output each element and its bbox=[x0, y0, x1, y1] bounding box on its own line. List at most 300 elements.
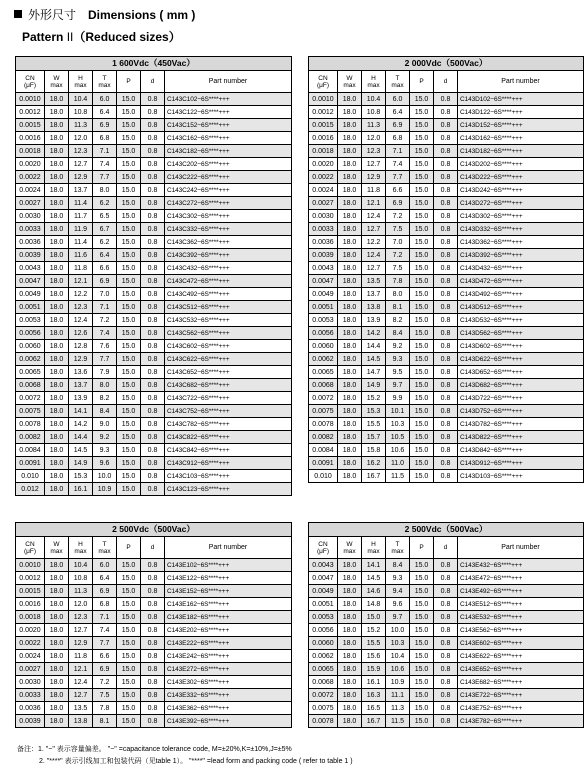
col-header-t bbox=[93, 71, 117, 93]
c-value-cell: 0.0033 bbox=[16, 689, 45, 702]
w-max-cell: 18.0 bbox=[338, 585, 362, 598]
part-number-cell: C143D472−6S****+++ bbox=[458, 275, 584, 288]
d-value-cell: 0.8 bbox=[434, 236, 458, 249]
part-number-cell: C143C392−6S****+++ bbox=[165, 249, 292, 262]
p-value-cell: 15.0 bbox=[117, 405, 141, 418]
t-max-cell: 7.2 bbox=[93, 314, 117, 327]
d-value-cell: 0.8 bbox=[434, 676, 458, 689]
h-max-cell: 13.6 bbox=[69, 366, 93, 379]
t-max-cell: 7.2 bbox=[386, 249, 410, 262]
w-max-cell: 18.0 bbox=[338, 288, 362, 301]
p-value-cell: 15.0 bbox=[410, 249, 434, 262]
table-row bbox=[309, 366, 584, 379]
t-max-cell: 9.9 bbox=[386, 392, 410, 405]
w-max-cell: 18.0 bbox=[45, 210, 69, 223]
col-header-w-max: max bbox=[343, 81, 356, 89]
c-value-cell: 0.0030 bbox=[309, 210, 338, 223]
p-value-cell: 15.0 bbox=[410, 236, 434, 249]
h-max-cell: 12.4 bbox=[69, 676, 93, 689]
d-value-cell: 0.8 bbox=[434, 379, 458, 392]
w-max-cell: 18.0 bbox=[45, 572, 69, 585]
d-value-cell: 0.8 bbox=[434, 470, 458, 483]
c-value-cell: 0.0091 bbox=[309, 457, 338, 470]
w-max-cell: 18.0 bbox=[45, 585, 69, 598]
h-max-cell: 14.5 bbox=[362, 572, 386, 585]
d-value-cell: 0.8 bbox=[434, 702, 458, 715]
part-number-cell: C143C103−6S****+++ bbox=[165, 470, 292, 483]
part-number-cell: C143C332−6S****+++ bbox=[165, 223, 292, 236]
h-max-cell: 12.9 bbox=[362, 171, 386, 184]
w-max-cell: 18.0 bbox=[338, 379, 362, 392]
table-row bbox=[16, 483, 292, 496]
pattern-label: Pattern bbox=[22, 30, 64, 44]
part-number-cell: C143D222−6S****+++ bbox=[458, 171, 584, 184]
table-row bbox=[309, 210, 584, 223]
p-value-cell: 15.0 bbox=[410, 340, 434, 353]
table-row bbox=[16, 288, 292, 301]
h-max-cell: 11.7 bbox=[69, 210, 93, 223]
part-number-cell: C143E302−6S****+++ bbox=[165, 676, 292, 689]
table-row bbox=[309, 689, 584, 702]
p-value-cell: 15.0 bbox=[410, 366, 434, 379]
t-max-cell: 7.8 bbox=[386, 275, 410, 288]
h-max-cell: 12.9 bbox=[69, 353, 93, 366]
p-value-cell: 15.0 bbox=[410, 585, 434, 598]
t-max-cell: 9.4 bbox=[386, 585, 410, 598]
d-value-cell: 0.8 bbox=[141, 585, 165, 598]
p-value-cell: 15.0 bbox=[117, 585, 141, 598]
t-max-cell: 7.0 bbox=[93, 288, 117, 301]
col-header-w bbox=[45, 537, 69, 559]
p-value-cell: 15.0 bbox=[410, 145, 434, 158]
d-value-cell: 0.8 bbox=[434, 444, 458, 457]
c-value-cell: 0.0039 bbox=[309, 249, 338, 262]
part-number-cell: C143C492−6S****+++ bbox=[165, 288, 292, 301]
w-max-cell: 18.0 bbox=[338, 689, 362, 702]
h-max-cell: 16.2 bbox=[362, 457, 386, 470]
t-max-cell: 11.0 bbox=[386, 457, 410, 470]
table-row bbox=[16, 301, 292, 314]
t-max-cell: 10.1 bbox=[386, 405, 410, 418]
d-value-cell: 0.8 bbox=[434, 457, 458, 470]
table-row bbox=[16, 171, 292, 184]
c-value-cell: 0.0012 bbox=[309, 106, 338, 119]
col-header-h bbox=[362, 537, 386, 559]
t-max-cell: 7.1 bbox=[386, 145, 410, 158]
c-value-cell: 0.0068 bbox=[309, 379, 338, 392]
w-max-cell: 18.0 bbox=[45, 637, 69, 650]
c-value-cell: 0.0030 bbox=[16, 210, 45, 223]
h-max-cell: 14.8 bbox=[362, 598, 386, 611]
c-value-cell: 0.0051 bbox=[309, 301, 338, 314]
w-max-cell: 18.0 bbox=[45, 314, 69, 327]
h-max-cell: 12.3 bbox=[69, 611, 93, 624]
d-value-cell: 0.8 bbox=[141, 106, 165, 119]
p-value-cell: 15.0 bbox=[117, 210, 141, 223]
c-value-cell: 0.0047 bbox=[309, 572, 338, 585]
d-value-cell: 0.8 bbox=[434, 158, 458, 171]
t-max-cell: 7.4 bbox=[386, 158, 410, 171]
d-value-cell: 0.8 bbox=[434, 585, 458, 598]
h-max-cell: 14.1 bbox=[69, 405, 93, 418]
t-max-cell: 6.9 bbox=[386, 119, 410, 132]
w-max-cell: 18.0 bbox=[45, 650, 69, 663]
h-max-cell: 13.9 bbox=[362, 314, 386, 327]
col-header-h-label: H bbox=[78, 540, 83, 548]
c-value-cell: 0.0033 bbox=[16, 223, 45, 236]
table-row bbox=[309, 197, 584, 210]
c-value-cell: 0.0010 bbox=[16, 93, 45, 106]
table-row bbox=[16, 236, 292, 249]
table-row bbox=[16, 158, 292, 171]
h-max-cell: 10.8 bbox=[362, 106, 386, 119]
w-max-cell: 18.0 bbox=[338, 637, 362, 650]
p-value-cell: 15.0 bbox=[117, 676, 141, 689]
c-value-cell: 0.0078 bbox=[309, 418, 338, 431]
table-row bbox=[309, 624, 584, 637]
d-value-cell: 0.8 bbox=[434, 262, 458, 275]
col-header-part-number: Part number bbox=[165, 537, 292, 559]
part-number-cell: C143D652−6S****+++ bbox=[458, 366, 584, 379]
part-number-cell: C143C302−6S****+++ bbox=[165, 210, 292, 223]
d-value-cell: 0.8 bbox=[434, 405, 458, 418]
t-max-cell: 6.0 bbox=[93, 93, 117, 106]
h-max-cell: 14.2 bbox=[362, 327, 386, 340]
d-value-cell: 0.8 bbox=[141, 210, 165, 223]
p-value-cell: 15.0 bbox=[410, 93, 434, 106]
table-row bbox=[309, 572, 584, 585]
h-max-cell: 13.7 bbox=[362, 288, 386, 301]
h-max-cell: 12.3 bbox=[69, 301, 93, 314]
part-number-cell: C143E222−6S****+++ bbox=[165, 637, 292, 650]
table-row bbox=[309, 158, 584, 171]
table-row bbox=[16, 275, 292, 288]
col-header-w-max: max bbox=[50, 81, 63, 89]
h-max-cell: 11.3 bbox=[362, 119, 386, 132]
table-row bbox=[309, 715, 584, 728]
part-number-cell: C143D432−6S****+++ bbox=[458, 262, 584, 275]
c-value-cell: 0.0036 bbox=[16, 236, 45, 249]
table-row bbox=[16, 340, 292, 353]
c-value-cell: 0.0056 bbox=[309, 624, 338, 637]
t-max-cell: 9.2 bbox=[386, 340, 410, 353]
table-row bbox=[16, 598, 292, 611]
p-value-cell: 15.0 bbox=[117, 483, 141, 496]
p-value-cell: 15.0 bbox=[117, 158, 141, 171]
table-row bbox=[16, 585, 292, 598]
d-value-cell: 0.8 bbox=[141, 457, 165, 470]
d-value-cell: 0.8 bbox=[141, 262, 165, 275]
part-number-cell: C143D492−6S****+++ bbox=[458, 288, 584, 301]
dimensions-table-2500vdc-b bbox=[308, 522, 584, 728]
c-value-cell: 0.0075 bbox=[16, 405, 45, 418]
part-number-cell: C143E722−6S****+++ bbox=[458, 689, 584, 702]
c-value-cell: 0.0020 bbox=[16, 624, 45, 637]
table-row bbox=[16, 689, 292, 702]
col-header-w-max: max bbox=[343, 547, 356, 555]
p-value-cell: 15.0 bbox=[410, 418, 434, 431]
table-row bbox=[309, 132, 584, 145]
c-value-cell: 0.0051 bbox=[309, 598, 338, 611]
c-value-cell: 0.0033 bbox=[309, 223, 338, 236]
w-max-cell: 18.0 bbox=[45, 249, 69, 262]
p-value-cell: 15.0 bbox=[410, 379, 434, 392]
p-value-cell: 15.0 bbox=[410, 702, 434, 715]
col-header-h-max: max bbox=[74, 81, 87, 89]
w-max-cell: 18.0 bbox=[338, 197, 362, 210]
t-max-cell: 6.0 bbox=[386, 93, 410, 106]
table-row bbox=[309, 598, 584, 611]
part-number-cell: C143D622−6S****+++ bbox=[458, 353, 584, 366]
d-value-cell: 0.8 bbox=[434, 431, 458, 444]
w-max-cell: 18.0 bbox=[45, 559, 69, 572]
table-row bbox=[309, 93, 584, 106]
t-max-cell: 11.1 bbox=[386, 689, 410, 702]
table-row bbox=[309, 637, 584, 650]
h-max-cell: 12.3 bbox=[362, 145, 386, 158]
c-value-cell: 0.0043 bbox=[309, 559, 338, 572]
part-number-cell: C143D332−6S****+++ bbox=[458, 223, 584, 236]
p-value-cell: 15.0 bbox=[117, 301, 141, 314]
table-row bbox=[309, 262, 584, 275]
w-max-cell: 18.0 bbox=[338, 444, 362, 457]
pattern-subheading bbox=[22, 28, 181, 45]
c-value-cell: 0.0072 bbox=[16, 392, 45, 405]
h-max-cell: 12.3 bbox=[69, 145, 93, 158]
p-value-cell: 15.0 bbox=[117, 650, 141, 663]
d-value-cell: 0.8 bbox=[434, 392, 458, 405]
part-number-cell: C143C912−6S****+++ bbox=[165, 457, 292, 470]
part-number-cell: C143D562−6S****+++ bbox=[458, 327, 584, 340]
h-max-cell: 11.8 bbox=[69, 262, 93, 275]
w-max-cell: 18.0 bbox=[45, 715, 69, 728]
d-value-cell: 0.8 bbox=[434, 598, 458, 611]
p-value-cell: 15.0 bbox=[410, 663, 434, 676]
c-value-cell: 0.0049 bbox=[16, 288, 45, 301]
d-value-cell: 0.8 bbox=[434, 611, 458, 624]
d-value-cell: 0.8 bbox=[434, 366, 458, 379]
t-max-cell: 6.9 bbox=[386, 197, 410, 210]
t-max-cell: 7.0 bbox=[386, 236, 410, 249]
d-value-cell: 0.8 bbox=[434, 689, 458, 702]
col-header-p: P bbox=[117, 537, 141, 559]
table-title: 2 500Vdc（500Vac） bbox=[309, 523, 584, 537]
t-max-cell: 6.0 bbox=[93, 559, 117, 572]
t-max-cell: 6.2 bbox=[93, 197, 117, 210]
table-row bbox=[309, 353, 584, 366]
d-value-cell: 0.8 bbox=[141, 236, 165, 249]
c-value-cell: 0.0060 bbox=[16, 340, 45, 353]
d-value-cell: 0.8 bbox=[434, 327, 458, 340]
c-value-cell: 0.0062 bbox=[16, 353, 45, 366]
d-value-cell: 0.8 bbox=[434, 559, 458, 572]
c-value-cell: 0.0022 bbox=[16, 637, 45, 650]
t-max-cell: 9.0 bbox=[93, 418, 117, 431]
w-max-cell: 18.0 bbox=[45, 353, 69, 366]
t-max-cell: 7.2 bbox=[93, 676, 117, 689]
h-max-cell: 15.3 bbox=[362, 405, 386, 418]
table-row bbox=[16, 132, 292, 145]
w-max-cell: 18.0 bbox=[45, 483, 69, 496]
table-row bbox=[309, 327, 584, 340]
pattern-numeral: II bbox=[66, 30, 74, 44]
d-value-cell: 0.8 bbox=[141, 184, 165, 197]
w-max-cell: 18.0 bbox=[338, 702, 362, 715]
t-max-cell: 6.9 bbox=[93, 663, 117, 676]
h-max-cell: 15.6 bbox=[362, 650, 386, 663]
c-value-cell: 0.0016 bbox=[309, 132, 338, 145]
col-header-t-max: max bbox=[391, 547, 404, 555]
col-header-part-number: Part number bbox=[165, 71, 292, 93]
t-max-cell: 6.2 bbox=[93, 236, 117, 249]
w-max-cell: 18.0 bbox=[45, 132, 69, 145]
h-max-cell: 14.2 bbox=[69, 418, 93, 431]
t-max-cell: 7.5 bbox=[93, 689, 117, 702]
part-number-cell: C143C272−6S****+++ bbox=[165, 197, 292, 210]
w-max-cell: 18.0 bbox=[45, 340, 69, 353]
h-max-cell: 12.7 bbox=[362, 262, 386, 275]
h-max-cell: 14.9 bbox=[69, 457, 93, 470]
part-number-cell: C143E362−6S****+++ bbox=[165, 702, 292, 715]
t-max-cell: 7.8 bbox=[93, 702, 117, 715]
col-header-w-label: W bbox=[346, 540, 353, 548]
h-max-cell: 15.8 bbox=[362, 444, 386, 457]
part-number-cell: C143E472−6S****+++ bbox=[458, 572, 584, 585]
c-value-cell: 0.0068 bbox=[309, 676, 338, 689]
h-max-cell: 10.8 bbox=[69, 106, 93, 119]
col-header-c-label: CN bbox=[25, 540, 35, 548]
p-value-cell: 15.0 bbox=[410, 611, 434, 624]
col-header-w-label: W bbox=[53, 540, 60, 548]
table-row bbox=[16, 93, 292, 106]
p-value-cell: 15.0 bbox=[410, 106, 434, 119]
h-max-cell: 13.7 bbox=[69, 184, 93, 197]
part-number-cell: C143D302−6S****+++ bbox=[458, 210, 584, 223]
table-row bbox=[309, 650, 584, 663]
col-header-capacitance bbox=[16, 537, 45, 559]
table-row bbox=[16, 431, 292, 444]
c-value-cell: 0.0015 bbox=[16, 119, 45, 132]
t-max-cell: 8.0 bbox=[93, 184, 117, 197]
d-value-cell: 0.8 bbox=[434, 275, 458, 288]
h-max-cell: 16.1 bbox=[69, 483, 93, 496]
h-max-cell: 10.8 bbox=[69, 572, 93, 585]
table-row bbox=[309, 249, 584, 262]
part-number-cell: C143C152−6S****+++ bbox=[165, 119, 292, 132]
h-max-cell: 14.5 bbox=[69, 444, 93, 457]
h-max-cell: 11.3 bbox=[69, 585, 93, 598]
t-max-cell: 8.2 bbox=[93, 392, 117, 405]
c-value-cell: 0.0091 bbox=[16, 457, 45, 470]
d-value-cell: 0.8 bbox=[434, 197, 458, 210]
table-row bbox=[309, 663, 584, 676]
part-number-cell: C143D103−6S****+++ bbox=[458, 470, 584, 483]
w-max-cell: 18.0 bbox=[45, 663, 69, 676]
col-header-c-label: CN bbox=[318, 74, 328, 82]
h-max-cell: 12.4 bbox=[69, 314, 93, 327]
c-value-cell: 0.0024 bbox=[16, 184, 45, 197]
w-max-cell: 18.0 bbox=[338, 715, 362, 728]
w-max-cell: 18.0 bbox=[338, 314, 362, 327]
t-max-cell: 7.1 bbox=[93, 301, 117, 314]
p-value-cell: 15.0 bbox=[117, 624, 141, 637]
table-row bbox=[16, 676, 292, 689]
t-max-cell: 10.3 bbox=[386, 418, 410, 431]
d-value-cell: 0.8 bbox=[141, 223, 165, 236]
p-value-cell: 15.0 bbox=[410, 572, 434, 585]
t-max-cell: 6.8 bbox=[93, 598, 117, 611]
part-number-cell: C143E652−6S****+++ bbox=[458, 663, 584, 676]
c-value-cell: 0.0084 bbox=[16, 444, 45, 457]
w-max-cell: 18.0 bbox=[45, 171, 69, 184]
part-number-cell: C143C432−6S****+++ bbox=[165, 262, 292, 275]
d-value-cell: 0.8 bbox=[141, 559, 165, 572]
part-number-cell: C143E562−6S****+++ bbox=[458, 624, 584, 637]
part-number-cell: C143C782−6S****+++ bbox=[165, 418, 292, 431]
table-row bbox=[309, 314, 584, 327]
t-max-cell: 6.5 bbox=[93, 210, 117, 223]
part-number-cell: C143D512−6S****+++ bbox=[458, 301, 584, 314]
w-max-cell: 18.0 bbox=[45, 457, 69, 470]
h-max-cell: 12.7 bbox=[362, 158, 386, 171]
part-number-cell: C143C122−6S****+++ bbox=[165, 106, 292, 119]
table-row bbox=[16, 470, 292, 483]
w-max-cell: 18.0 bbox=[338, 145, 362, 158]
part-number-cell: C143D392−6S****+++ bbox=[458, 249, 584, 262]
part-number-cell: C143E242−6S****+++ bbox=[165, 650, 292, 663]
p-value-cell: 15.0 bbox=[410, 598, 434, 611]
part-number-cell: C143E272−6S****+++ bbox=[165, 663, 292, 676]
table-row bbox=[309, 559, 584, 572]
d-value-cell: 0.8 bbox=[434, 171, 458, 184]
p-value-cell: 15.0 bbox=[117, 611, 141, 624]
col-header-c-label: CN bbox=[25, 74, 35, 82]
h-max-cell: 14.4 bbox=[69, 431, 93, 444]
w-max-cell: 18.0 bbox=[45, 598, 69, 611]
part-number-cell: C143E182−6S****+++ bbox=[165, 611, 292, 624]
w-max-cell: 18.0 bbox=[45, 611, 69, 624]
part-number-cell: C143D362−6S****+++ bbox=[458, 236, 584, 249]
t-max-cell: 11.5 bbox=[386, 470, 410, 483]
c-value-cell: 0.0018 bbox=[16, 145, 45, 158]
w-max-cell: 18.0 bbox=[338, 184, 362, 197]
d-value-cell: 0.8 bbox=[434, 288, 458, 301]
table-row bbox=[309, 431, 584, 444]
h-max-cell: 10.4 bbox=[69, 93, 93, 106]
part-number-cell: C143E492−6S****+++ bbox=[458, 585, 584, 598]
c-value-cell: 0.0072 bbox=[309, 392, 338, 405]
w-max-cell: 18.0 bbox=[45, 119, 69, 132]
p-value-cell: 15.0 bbox=[117, 689, 141, 702]
d-value-cell: 0.8 bbox=[141, 132, 165, 145]
col-header-h bbox=[69, 537, 93, 559]
heading-title: Dimensions ( mm ) bbox=[88, 8, 196, 22]
part-number-cell: C143C722−6S****+++ bbox=[165, 392, 292, 405]
c-value-cell: 0.010 bbox=[16, 470, 45, 483]
table-row bbox=[16, 405, 292, 418]
c-value-cell: 0.0047 bbox=[16, 275, 45, 288]
table-row bbox=[16, 457, 292, 470]
c-value-cell: 0.0075 bbox=[309, 702, 338, 715]
w-max-cell: 18.0 bbox=[45, 223, 69, 236]
t-max-cell: 7.7 bbox=[93, 171, 117, 184]
h-max-cell: 12.1 bbox=[362, 197, 386, 210]
table-row bbox=[16, 418, 292, 431]
dimensions-table-2500vdc-a bbox=[15, 522, 292, 728]
p-value-cell: 15.0 bbox=[117, 715, 141, 728]
table-row bbox=[16, 145, 292, 158]
c-value-cell: 0.0020 bbox=[309, 158, 338, 171]
